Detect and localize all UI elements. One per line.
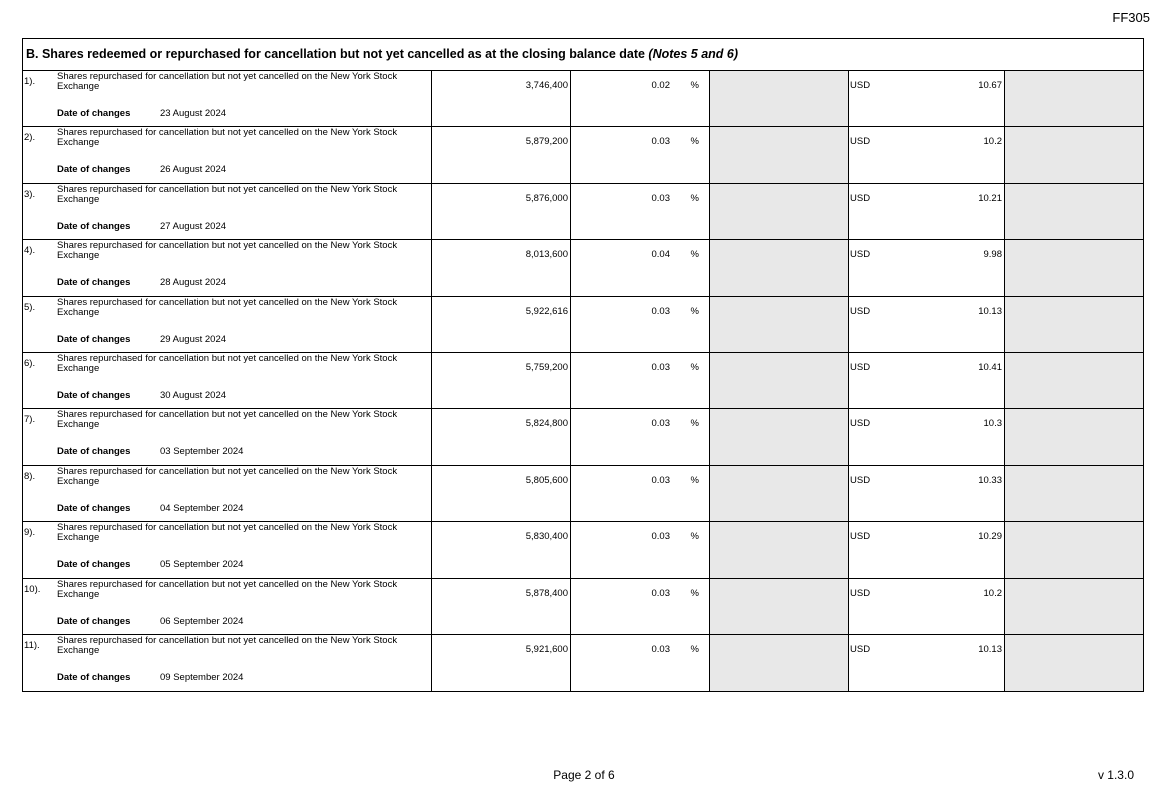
table-row bbox=[23, 409, 1143, 465]
shares-count: 5,759,200 bbox=[432, 353, 571, 408]
shaded-cell bbox=[710, 522, 849, 577]
table-row bbox=[23, 71, 1143, 127]
form-version: v 1.3.0 bbox=[1097, 768, 1134, 782]
date-of-changes-label: Date of changes bbox=[57, 164, 131, 176]
percentage-cell bbox=[571, 297, 710, 352]
price-cell bbox=[849, 297, 1005, 352]
shares-count: 5,805,600 bbox=[432, 466, 571, 521]
percentage-cell bbox=[571, 409, 710, 464]
percentage-value: 0.03 bbox=[651, 305, 670, 317]
shaded-cell bbox=[1005, 71, 1143, 126]
percent-sign: % bbox=[690, 361, 699, 373]
shaded-cell bbox=[710, 579, 849, 634]
shares-count: 5,878,400 bbox=[432, 579, 571, 634]
shaded-cell bbox=[1005, 466, 1143, 521]
shares-count: 5,922,616 bbox=[432, 297, 571, 352]
percent-sign: % bbox=[690, 305, 699, 317]
date-of-changes-value: 04 September 2024 bbox=[160, 502, 244, 514]
row-number: 1). bbox=[24, 76, 36, 87]
currency: USD bbox=[850, 249, 871, 261]
row-description: Shares repurchased for cancellation but not yet cancelled on the New York Stock Exchange bbox=[57, 71, 398, 92]
row-number: 3). bbox=[24, 188, 36, 200]
description-cell bbox=[23, 353, 432, 408]
date-of-changes-value: 27 August 2024 bbox=[160, 220, 227, 232]
price-cell bbox=[849, 635, 1005, 691]
price-value: 10.33 bbox=[978, 474, 1002, 486]
section-title bbox=[23, 39, 1143, 71]
repurchased-shares-section bbox=[22, 38, 1144, 692]
shaded-cell bbox=[710, 127, 849, 182]
shaded-cell bbox=[1005, 353, 1143, 408]
percentage-cell bbox=[571, 522, 710, 577]
shaded-cell bbox=[1005, 297, 1143, 352]
shares-count: 5,879,200 bbox=[432, 127, 571, 182]
shares-count: 5,921,600 bbox=[432, 635, 571, 691]
row-number: 8). bbox=[24, 470, 36, 482]
currency: USD bbox=[850, 136, 871, 148]
date-of-changes bbox=[57, 503, 243, 514]
shaded-cell bbox=[710, 240, 849, 295]
date-of-changes-label: Date of changes bbox=[57, 389, 131, 401]
row-number: 11). bbox=[24, 639, 40, 651]
percentage-value: 0.03 bbox=[651, 361, 670, 373]
percent-sign: % bbox=[690, 80, 699, 91]
table-row bbox=[23, 240, 1143, 296]
table-row bbox=[23, 466, 1143, 522]
row-number: 9). bbox=[24, 527, 36, 539]
date-of-changes-label: Date of changes bbox=[57, 502, 131, 514]
currency: USD bbox=[850, 418, 871, 430]
repurchase-rows bbox=[23, 71, 1143, 691]
price-value: 10.29 bbox=[978, 531, 1002, 543]
description-cell bbox=[23, 635, 432, 691]
table-row bbox=[23, 353, 1143, 409]
row-description: Shares repurchased for cancellation but not yet cancelled on the New York Stock Exchange bbox=[57, 578, 398, 600]
shaded-cell bbox=[710, 409, 849, 464]
row-description: Shares repurchased for cancellation but not yet cancelled on the New York Stock Exchange bbox=[57, 465, 398, 487]
percentage-value: 0.03 bbox=[651, 531, 670, 543]
price-cell bbox=[849, 522, 1005, 577]
price-cell bbox=[849, 466, 1005, 521]
row-number: 6). bbox=[24, 357, 36, 369]
currency: USD bbox=[850, 587, 871, 599]
row-description: Shares repurchased for cancellation but not yet cancelled on the New York Stock Exchange bbox=[57, 296, 398, 318]
page-number: Page 2 of 6 bbox=[553, 768, 615, 782]
table-row bbox=[23, 127, 1143, 183]
shares-count: 5,830,400 bbox=[432, 522, 571, 577]
percentage-cell bbox=[571, 240, 710, 295]
table-row bbox=[23, 297, 1143, 353]
price-cell bbox=[849, 184, 1005, 239]
date-of-changes-label: Date of changes bbox=[57, 108, 131, 119]
table-row bbox=[23, 522, 1143, 578]
percent-sign: % bbox=[690, 249, 699, 261]
price-cell bbox=[849, 127, 1005, 182]
percentage-value: 0.03 bbox=[651, 587, 670, 599]
date-of-changes-value: 23 August 2024 bbox=[160, 108, 227, 119]
price-cell bbox=[849, 71, 1005, 126]
date-of-changes bbox=[57, 446, 243, 457]
row-description: Shares repurchased for cancellation but not yet cancelled on the New York Stock Exchange bbox=[57, 634, 398, 656]
price-value: 10.3 bbox=[983, 418, 1002, 430]
description-cell bbox=[23, 297, 432, 352]
percent-sign: % bbox=[690, 136, 699, 148]
percentage-value: 0.03 bbox=[651, 136, 670, 148]
date-of-changes bbox=[57, 108, 226, 119]
shares-count: 3,746,400 bbox=[432, 71, 571, 126]
date-of-changes-value: 06 September 2024 bbox=[160, 615, 244, 627]
percentage-value: 0.04 bbox=[651, 249, 670, 261]
shaded-cell bbox=[710, 466, 849, 521]
date-of-changes-label: Date of changes bbox=[57, 277, 131, 289]
percentage-value: 0.03 bbox=[651, 418, 670, 430]
price-value: 9.98 bbox=[983, 249, 1002, 261]
row-description: Shares repurchased for cancellation but not yet cancelled on the New York Stock Exchange bbox=[57, 127, 398, 149]
description-cell bbox=[23, 579, 432, 634]
currency: USD bbox=[850, 192, 871, 204]
price-value: 10.2 bbox=[983, 136, 1002, 148]
description-cell bbox=[23, 71, 432, 126]
section-title-main: B. Shares redeemed or repurchased for cancellation but not yet cancelled as at the closing balance date bbox=[26, 47, 649, 61]
shares-count: 8,013,600 bbox=[432, 240, 571, 295]
shaded-cell bbox=[1005, 409, 1143, 464]
table-row bbox=[23, 184, 1143, 240]
row-description: Shares repurchased for cancellation but not yet cancelled on the New York Stock Exchange bbox=[57, 352, 398, 374]
percentage-value: 0.03 bbox=[651, 192, 670, 204]
date-of-changes-value: 29 August 2024 bbox=[160, 333, 227, 345]
shaded-cell bbox=[710, 297, 849, 352]
price-cell bbox=[849, 579, 1005, 634]
shaded-cell bbox=[1005, 579, 1143, 634]
price-value: 10.41 bbox=[978, 361, 1002, 373]
shaded-cell bbox=[1005, 184, 1143, 239]
shares-count: 5,876,000 bbox=[432, 184, 571, 239]
date-of-changes-label: Date of changes bbox=[57, 559, 131, 571]
row-number: 2). bbox=[24, 132, 36, 144]
currency: USD bbox=[850, 643, 871, 655]
price-value: 10.67 bbox=[978, 80, 1002, 91]
currency: USD bbox=[850, 361, 871, 373]
form-code: FF305 bbox=[1112, 10, 1150, 25]
currency: USD bbox=[850, 80, 871, 91]
percentage-cell bbox=[571, 71, 710, 126]
description-cell bbox=[23, 522, 432, 577]
date-of-changes-value: 09 September 2024 bbox=[160, 671, 244, 683]
row-description: Shares repurchased for cancellation but not yet cancelled on the New York Stock Exchange bbox=[57, 240, 398, 262]
shaded-cell bbox=[1005, 635, 1143, 691]
shaded-cell bbox=[710, 635, 849, 691]
description-cell bbox=[23, 184, 432, 239]
date-of-changes bbox=[57, 221, 226, 232]
description-cell bbox=[23, 409, 432, 464]
date-of-changes bbox=[57, 616, 243, 627]
date-of-changes-value: 28 August 2024 bbox=[160, 277, 227, 289]
description-cell bbox=[23, 466, 432, 521]
percent-sign: % bbox=[690, 643, 699, 655]
date-of-changes bbox=[57, 334, 226, 345]
percent-sign: % bbox=[690, 192, 699, 204]
percentage-cell bbox=[571, 635, 710, 691]
percent-sign: % bbox=[690, 587, 699, 599]
shaded-cell bbox=[710, 71, 849, 126]
date-of-changes-value: 30 August 2024 bbox=[160, 389, 227, 401]
percent-sign: % bbox=[690, 474, 699, 486]
price-value: 10.21 bbox=[978, 192, 1002, 204]
date-of-changes bbox=[57, 672, 243, 683]
percent-sign: % bbox=[690, 418, 699, 430]
percentage-value: 0.03 bbox=[651, 643, 670, 655]
price-cell bbox=[849, 409, 1005, 464]
currency: USD bbox=[850, 474, 871, 486]
description-cell bbox=[23, 240, 432, 295]
date-of-changes bbox=[57, 277, 226, 288]
currency: USD bbox=[850, 531, 871, 543]
percentage-value: 0.03 bbox=[651, 474, 670, 486]
price-cell bbox=[849, 240, 1005, 295]
shares-count: 5,824,800 bbox=[432, 409, 571, 464]
row-description: Shares repurchased for cancellation but not yet cancelled on the New York Stock Exchange bbox=[57, 522, 398, 544]
percentage-cell bbox=[571, 579, 710, 634]
price-cell bbox=[849, 353, 1005, 408]
price-value: 10.13 bbox=[978, 643, 1002, 655]
percent-sign: % bbox=[690, 531, 699, 543]
row-number: 7). bbox=[24, 414, 36, 426]
price-value: 10.2 bbox=[983, 587, 1002, 599]
date-of-changes bbox=[57, 559, 243, 570]
row-description: Shares repurchased for cancellation but not yet cancelled on the New York Stock Exchange bbox=[57, 409, 398, 431]
row-description: Shares repurchased for cancellation but not yet cancelled on the New York Stock Exchange bbox=[57, 183, 398, 205]
date-of-changes-label: Date of changes bbox=[57, 671, 131, 683]
percentage-cell bbox=[571, 353, 710, 408]
price-value: 10.13 bbox=[978, 305, 1002, 317]
table-row bbox=[23, 635, 1143, 691]
shaded-cell bbox=[1005, 522, 1143, 577]
date-of-changes-label: Date of changes bbox=[57, 220, 131, 232]
row-number: 10). bbox=[24, 583, 41, 595]
date-of-changes-label: Date of changes bbox=[57, 333, 131, 345]
description-cell bbox=[23, 127, 432, 182]
currency: USD bbox=[850, 305, 871, 317]
table-row bbox=[23, 579, 1143, 635]
percentage-cell bbox=[571, 466, 710, 521]
date-of-changes-value: 26 August 2024 bbox=[160, 164, 227, 176]
row-number: 4). bbox=[24, 245, 36, 257]
shaded-cell bbox=[1005, 240, 1143, 295]
percentage-cell bbox=[571, 184, 710, 239]
row-number: 5). bbox=[24, 301, 36, 313]
date-of-changes-label: Date of changes bbox=[57, 446, 131, 458]
date-of-changes-value: 05 September 2024 bbox=[160, 559, 244, 571]
date-of-changes-value: 03 September 2024 bbox=[160, 446, 244, 458]
percentage-value: 0.02 bbox=[651, 80, 670, 91]
shaded-cell bbox=[1005, 127, 1143, 182]
date-of-changes bbox=[57, 164, 226, 175]
shaded-cell bbox=[710, 184, 849, 239]
date-of-changes-label: Date of changes bbox=[57, 615, 131, 627]
percentage-cell bbox=[571, 127, 710, 182]
shaded-cell bbox=[710, 353, 849, 408]
date-of-changes bbox=[57, 390, 226, 401]
section-title-notes: (Notes 5 and 6) bbox=[648, 47, 739, 61]
